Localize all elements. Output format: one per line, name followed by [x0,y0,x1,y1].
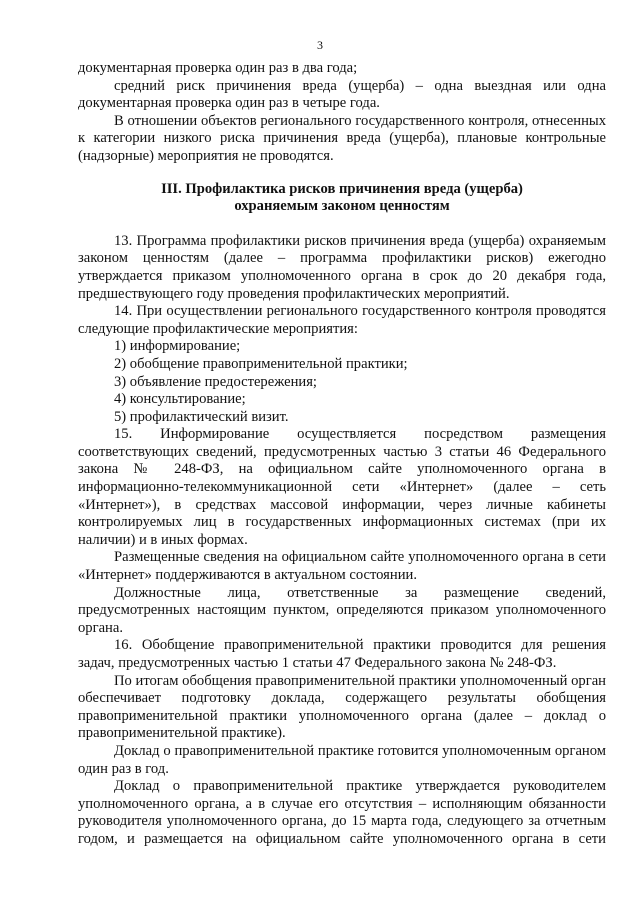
list-item: 1) информирование; [114,338,241,355]
list-item: 4) консультирование; [114,391,246,408]
paragraph: Доклад о правоприменительной практике готовится уполномоченным органом один раз в год. [78,742,606,777]
page-number: 3 [317,38,323,52]
paragraph: 16. Обобщение правоприменительной практики проводится для решения задач, предусмотренных частью 1 статьи 47 Федерального закона № 248-ФЗ. [78,637,606,671]
section-title-line: III. Профилактика рисков причинения вреда (ущерба) [161,180,523,197]
paragraph: Размещенные сведения на официальном сайте уполномоченного органа в сети «Интернет» поддерживаются в актуальном состоянии. [78,549,606,584]
paragraph: В отношении объектов регионального государственного контроля, отнесенных к категории низкого риска причинения вреда (ущерба), плановые контрольные (надзорные) мероприятия не проводятся. [78,112,606,164]
list-item: 5) профилактический визит. [114,408,289,425]
paragraph: 15. Информирование осуществляется посредством размещения соответствующих сведений, предусмотренных частью 3 статьи 46 Федерального закона № 248-ФЗ, на официальном сайте уполномоченного органа в информационно-телекоммуникационной сети «Интернет» (далее – сеть «Интернет»), в средствах массовой информации, через личные кабинеты контролируемых лиц в государственных информационных системах (при их наличии) и в иных формах. [78,426,606,548]
section-heading [78,181,606,216]
paragraph: 14. При осуществлении регионального государственного контроля проводятся следующие профилактические мероприятия: [78,303,606,337]
paragraph: 13. Программа профилактики рисков причинения вреда (ущерба) охраняемым законом ценностям (далее – программа профилактики рисков) ежегодно утверждается приказом уполномоченного органа в срок до 20 декабря года, предшествующего году проведения профилактических мероприятий. [78,232,606,302]
list-item: 2) обобщение правоприменительной практики; [114,355,408,372]
paragraph: документарная проверка один раз в два года; [78,60,358,76]
list-item: 3) объявление предостережения; [114,373,317,390]
paragraph: средний риск причинения вреда (ущерба) – одна выездная или одна документарная проверка один раз в четыре года. [78,77,606,112]
paragraph: Должностные лица, ответственные за размещение сведений, предусмотренных настоящим пунктом, определяются приказом уполномоченного органа. [78,584,606,636]
measures-list [78,338,606,426]
paragraph: Доклад о правоприменительной практике утверждается руководителем уполномоченного органа, а в случае его отсутствия – исполняющим обязанности руководителя уполномоченного органа, до 15 марта года, следующего за отчетным годом, и размещается на официальном сайте уполномоченного органа в сети [78,778,606,847]
section-title-line: охраняемым законом ценностям [234,198,450,215]
paragraph: По итогам обобщения правоприменительной практики уполномоченный орган обеспечивает подготовку доклада, содержащего результаты обобщения правоприменительной практики уполномоченного органа (далее – доклад о правоприменительной практике). [78,672,606,742]
document-body [78,60,606,849]
